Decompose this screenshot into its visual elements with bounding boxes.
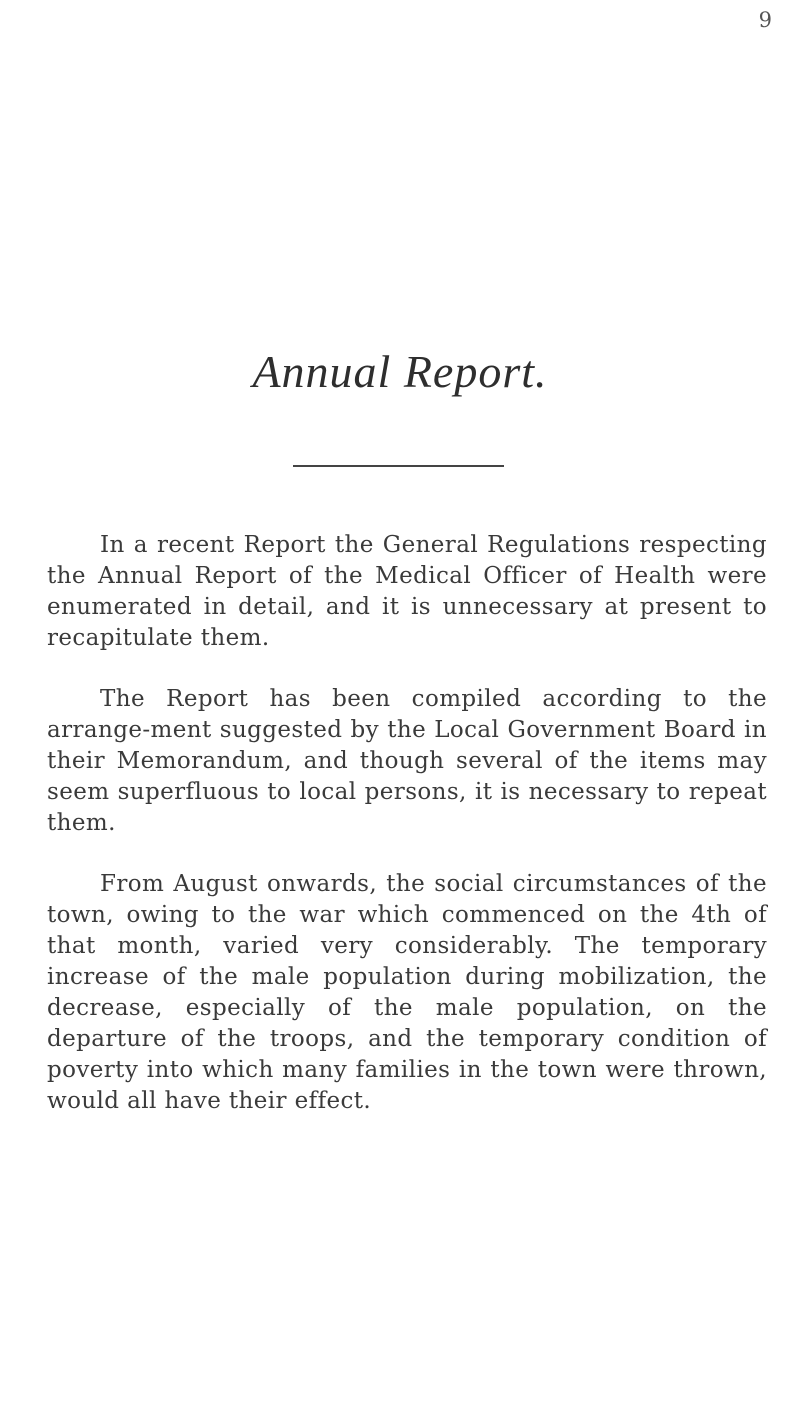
- page-title: Annual Report.: [252, 346, 548, 397]
- paragraph-2: The Report has been compiled according to the arrange-ment suggested by the Local Government Board in their Memorandum, and though several of the items may seem superfluous to local persons, it is necessary to repeat them.: [47, 686, 767, 836]
- page-number: 9: [758, 8, 772, 32]
- title-divider: [293, 465, 504, 467]
- report-body: [47, 530, 767, 1147]
- paragraph-1: In a recent Report the General Regulations respecting the Annual Report of the Medical Officer of Health were enumerated in detail, and it is unnecessary at present to recapitulate them.: [47, 532, 767, 651]
- paragraph-3: From August onwards, the social circumstances of the town, owing to the war which commenced on the 4th of that month, varied very considerably. The temporary increase of the male population during mobilization, the decrease, especially of the male population, on the departure of the troops, and the temporary condition of poverty into which many families in the town were thrown, would all have their effect.: [47, 871, 767, 1114]
